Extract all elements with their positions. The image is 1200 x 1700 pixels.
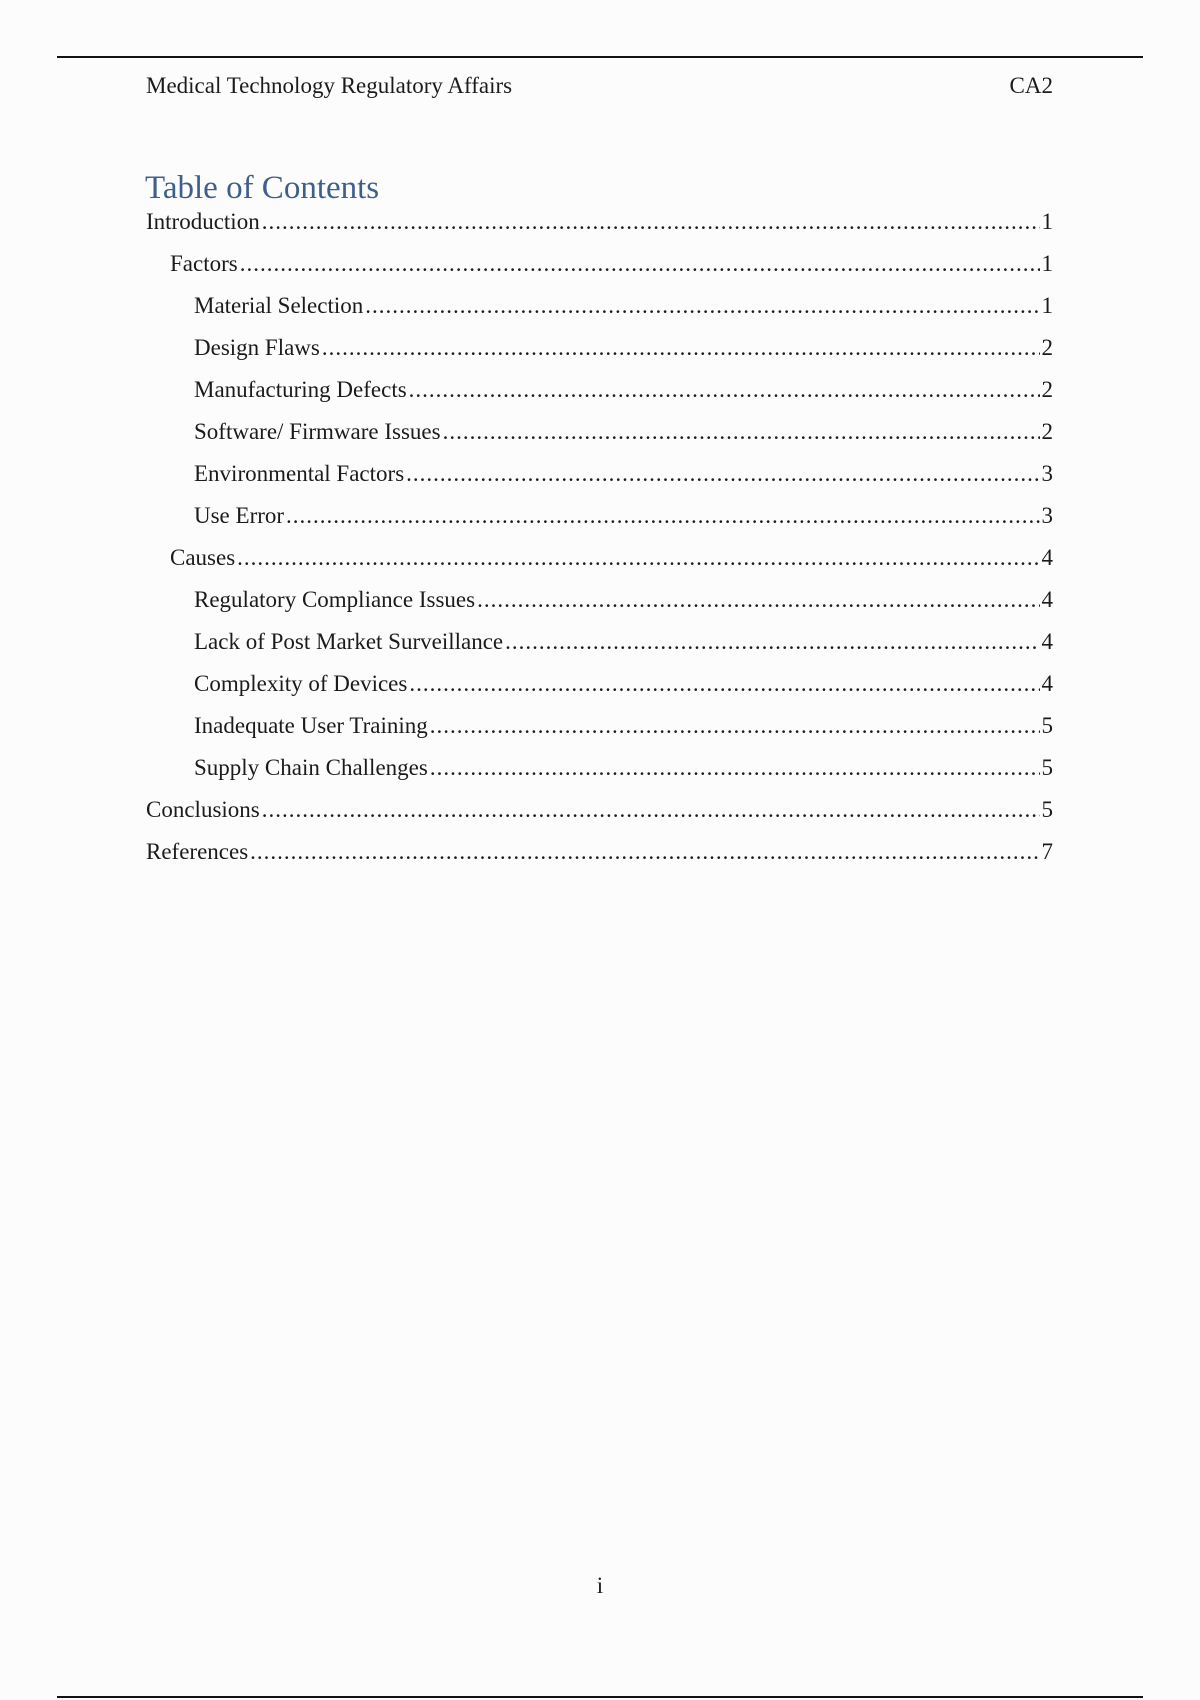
toc-dot-leader — [365, 291, 1039, 321]
toc-entry[interactable] — [146, 207, 1053, 237]
toc-entry[interactable] — [146, 417, 1053, 447]
toc-entry-label: Factors — [170, 251, 238, 276]
toc-heading: Table of Contents — [145, 170, 380, 206]
toc-dot-leader — [409, 375, 1040, 405]
toc-entry-page: 2 — [1041, 419, 1053, 444]
toc-dot-leader — [443, 417, 1040, 447]
header-document-title: Medical Technology Regulatory Affairs — [146, 73, 513, 98]
toc-dot-leader — [322, 333, 1040, 363]
toc-dot-leader — [286, 501, 1039, 531]
toc-entry-label: Regulatory Compliance Issues — [194, 587, 476, 612]
toc-entry-page: 5 — [1041, 713, 1053, 738]
toc-entry-label: Design Flaws — [194, 335, 320, 360]
toc-entry-label: Lack of Post Market Surveillance — [194, 629, 504, 654]
toc-entry-label: Introduction — [146, 209, 260, 234]
toc-entry[interactable] — [146, 711, 1053, 741]
toc-dot-leader — [409, 669, 1039, 699]
toc-entry[interactable] — [146, 333, 1053, 363]
toc-dot-leader — [430, 753, 1040, 783]
toc-entry-page: 4 — [1041, 629, 1053, 654]
toc-entry-page: 2 — [1041, 377, 1053, 402]
header-rule — [57, 56, 1143, 58]
toc-entry-page: 1 — [1041, 209, 1053, 234]
toc-dot-leader — [240, 249, 1040, 279]
toc-entry-page: 1 — [1041, 293, 1053, 318]
toc-entry[interactable] — [146, 291, 1053, 321]
toc-entry-label: Conclusions — [146, 797, 260, 822]
toc-entry-label: Material Selection — [194, 293, 364, 318]
toc-entry-page: 7 — [1041, 839, 1053, 864]
toc-entry[interactable] — [146, 627, 1053, 657]
footer-rule — [57, 1696, 1143, 1698]
toc-entry[interactable] — [146, 585, 1053, 615]
toc-entry-label: References — [146, 839, 249, 864]
toc-entry-page: 3 — [1041, 461, 1053, 486]
toc-entry-page: 3 — [1041, 503, 1053, 528]
toc-entry-label: Environmental Factors — [194, 461, 405, 486]
toc-entry-label: Manufacturing Defects — [194, 377, 407, 402]
toc-entry[interactable] — [146, 249, 1053, 279]
toc-dot-leader — [477, 585, 1039, 615]
toc-entry-label: Causes — [170, 545, 236, 570]
toc-entry-label: Use Error — [194, 503, 285, 528]
toc-entry-label: Supply Chain Challenges — [194, 755, 428, 780]
toc-entry-label: Complexity of Devices — [194, 671, 408, 696]
toc-entry[interactable] — [146, 669, 1053, 699]
toc-entry-label: Inadequate User Training — [194, 713, 428, 738]
toc-entry-page: 4 — [1041, 587, 1053, 612]
toc-entry[interactable] — [146, 753, 1053, 783]
page-number: i — [596, 1573, 604, 1598]
toc-dot-leader — [505, 627, 1039, 657]
toc-entry[interactable] — [146, 795, 1053, 825]
header-course-code: CA2 — [1009, 73, 1053, 98]
toc-list — [146, 207, 1053, 879]
toc-entry[interactable] — [146, 375, 1053, 405]
toc-entry-page: 5 — [1041, 797, 1053, 822]
toc-dot-leader — [406, 459, 1039, 489]
toc-entry-page: 2 — [1041, 335, 1053, 360]
toc-entry[interactable] — [146, 459, 1053, 489]
toc-entry[interactable] — [146, 501, 1053, 531]
toc-entry-page: 5 — [1041, 755, 1053, 780]
toc-entry-label: Software/ Firmware Issues — [194, 419, 441, 444]
toc-entry[interactable] — [146, 837, 1053, 867]
toc-dot-leader — [250, 837, 1039, 867]
toc-entry-page: 1 — [1041, 251, 1053, 276]
toc-dot-leader — [262, 795, 1040, 825]
toc-dot-leader — [237, 543, 1039, 573]
page-header — [146, 70, 1053, 102]
toc-entry[interactable] — [146, 543, 1053, 573]
toc-entry-page: 4 — [1041, 545, 1053, 570]
toc-entry-page: 4 — [1041, 671, 1053, 696]
toc-dot-leader — [430, 711, 1040, 741]
toc-dot-leader — [262, 207, 1040, 237]
